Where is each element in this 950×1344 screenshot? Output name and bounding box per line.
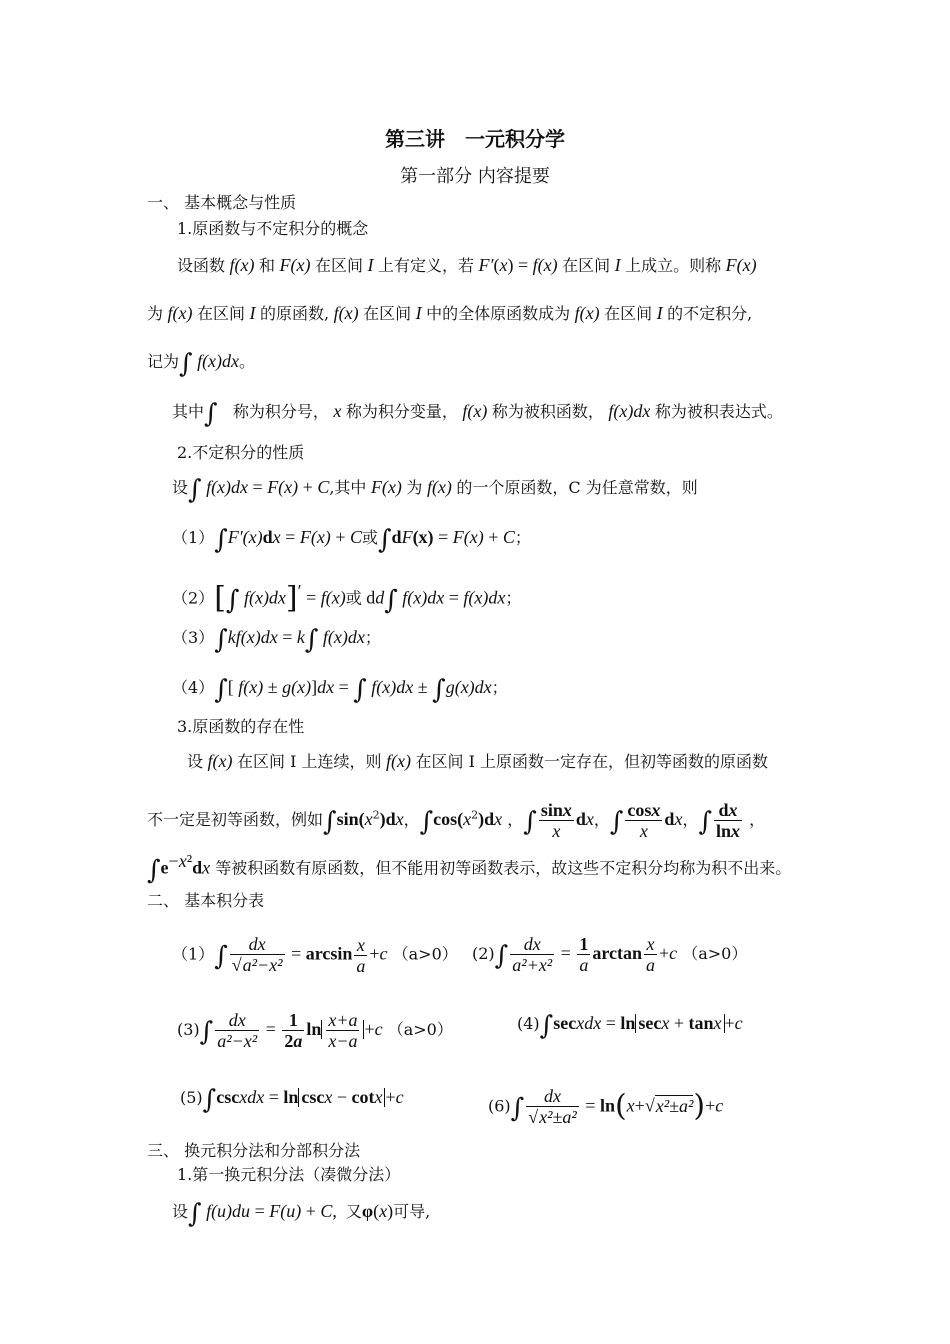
formula-3: (3)∫ $\frac{dx}{\text{a²−x²}}$ = $\frac{1}{2a}$ ln $\frac{x+a}{x-a}$ +c （a>0） <box>177 1010 453 1051</box>
formula-1: （1）∫ $\frac{dx}{\text{√a²−x²}}$ = arcsin $\frac{x}{a}$ +c （a>0） <box>172 934 458 976</box>
section-heading-3: 三、 换元积分法和分部积分法 <box>147 1141 361 1160</box>
existence-line-1: 设 f(x) 在区间 I 上连续，则 f(x) 在区间 I 上原函数一定存在，但初等函数的原函数 <box>187 751 768 771</box>
formula-4: (4)∫secxdx = ln secx + tanx +c <box>517 1011 743 1041</box>
formula-6: (6)∫ $\frac{dx}{\text{√x²±a²}}$ = ln(x+√x²±a²)+c <box>488 1086 724 1127</box>
subsection-heading-1: 1.原函数与不定积分的概念 <box>177 219 369 238</box>
section-heading-1: 一、 基本概念与性质 <box>147 193 297 212</box>
subsection-heading-3: 3.原函数的存在性 <box>177 717 305 736</box>
notation-line: 其中∫ 称为积分号， x 称为积分变量， f(x) 称为被积函数， f(x)dx 称为被积表达式。 <box>172 399 783 429</box>
subsection-heading-2: 2.不定积分的性质 <box>177 443 305 462</box>
existence-line-2: 不一定是初等函数，例如$\int\sin(x^2)dx$，$\int\cos(x^2)dx$ ，∫ $\frac{\sin x}{x}$ dx，∫ $\frac{\cos x}{x}$ dx，∫ $\frac{dx}{\ln x}$ ， <box>147 800 766 841</box>
formula-5: (5)∫cscxdx = ln cscx − cotx +c <box>180 1085 404 1115</box>
definition-line-2: 为 f(x) 在区间 I 的原函数, f(x) 在区间 I 中的全体原函数成为 f(x) 在区间 I 的不定积分, <box>147 303 753 323</box>
property-1: （1）∫F′(x)dx = F(x) + C或∫dF(x) = F(x) + C； <box>172 525 531 555</box>
existence-line-3: $\int e^{-x^2}dx$ 等被积函数有原函数，但不能用初等函数表示，故这些不定积分均称为积不出来。 <box>147 851 792 886</box>
property-4: （4）∫[ f(x) ± g(x)]dx = ∫ f(x)dx ± ∫g(x)dx； <box>172 675 508 705</box>
page-title: 第三讲 一元积分学 <box>385 127 565 151</box>
definition-line-3: 记为∫ f(x)dx。 <box>147 349 256 379</box>
substitution-intro: 设∫ f(u)du = F(u) + C, 又φ(x)可导, <box>172 1199 431 1229</box>
property-2: （2）[∫ f(x)dx]′ = f(x)或 dd∫ f(x)dx = f(x)dx； <box>172 580 522 616</box>
definition-line-1: 设函数 f(x) 和 F(x) 在区间 I 上有定义，若 F′(x) = f(x) 在区间 I 上成立。则称 F(x) <box>177 255 757 275</box>
page-subtitle: 第一部分 内容提要 <box>400 166 550 187</box>
property-intro: 设∫ f(x)dx = F(x) + C,其中 F(x) 为 f(x) 的一个原函数，C 为任意常数，则 <box>172 475 698 505</box>
property-3: （3）∫kf(x)dx = k∫ f(x)dx； <box>172 625 381 655</box>
formula-2: (2)∫ $\frac{dx}{\text{a²+x²}}$ = $\frac{1}{a}$ arctan $\frac{x}{a}$ +c （a>0） <box>472 934 748 975</box>
section-heading-2: 二、 基本积分表 <box>147 891 265 910</box>
subsection-heading-4: 1.第一换元积分法（凑微分法） <box>177 1165 401 1184</box>
